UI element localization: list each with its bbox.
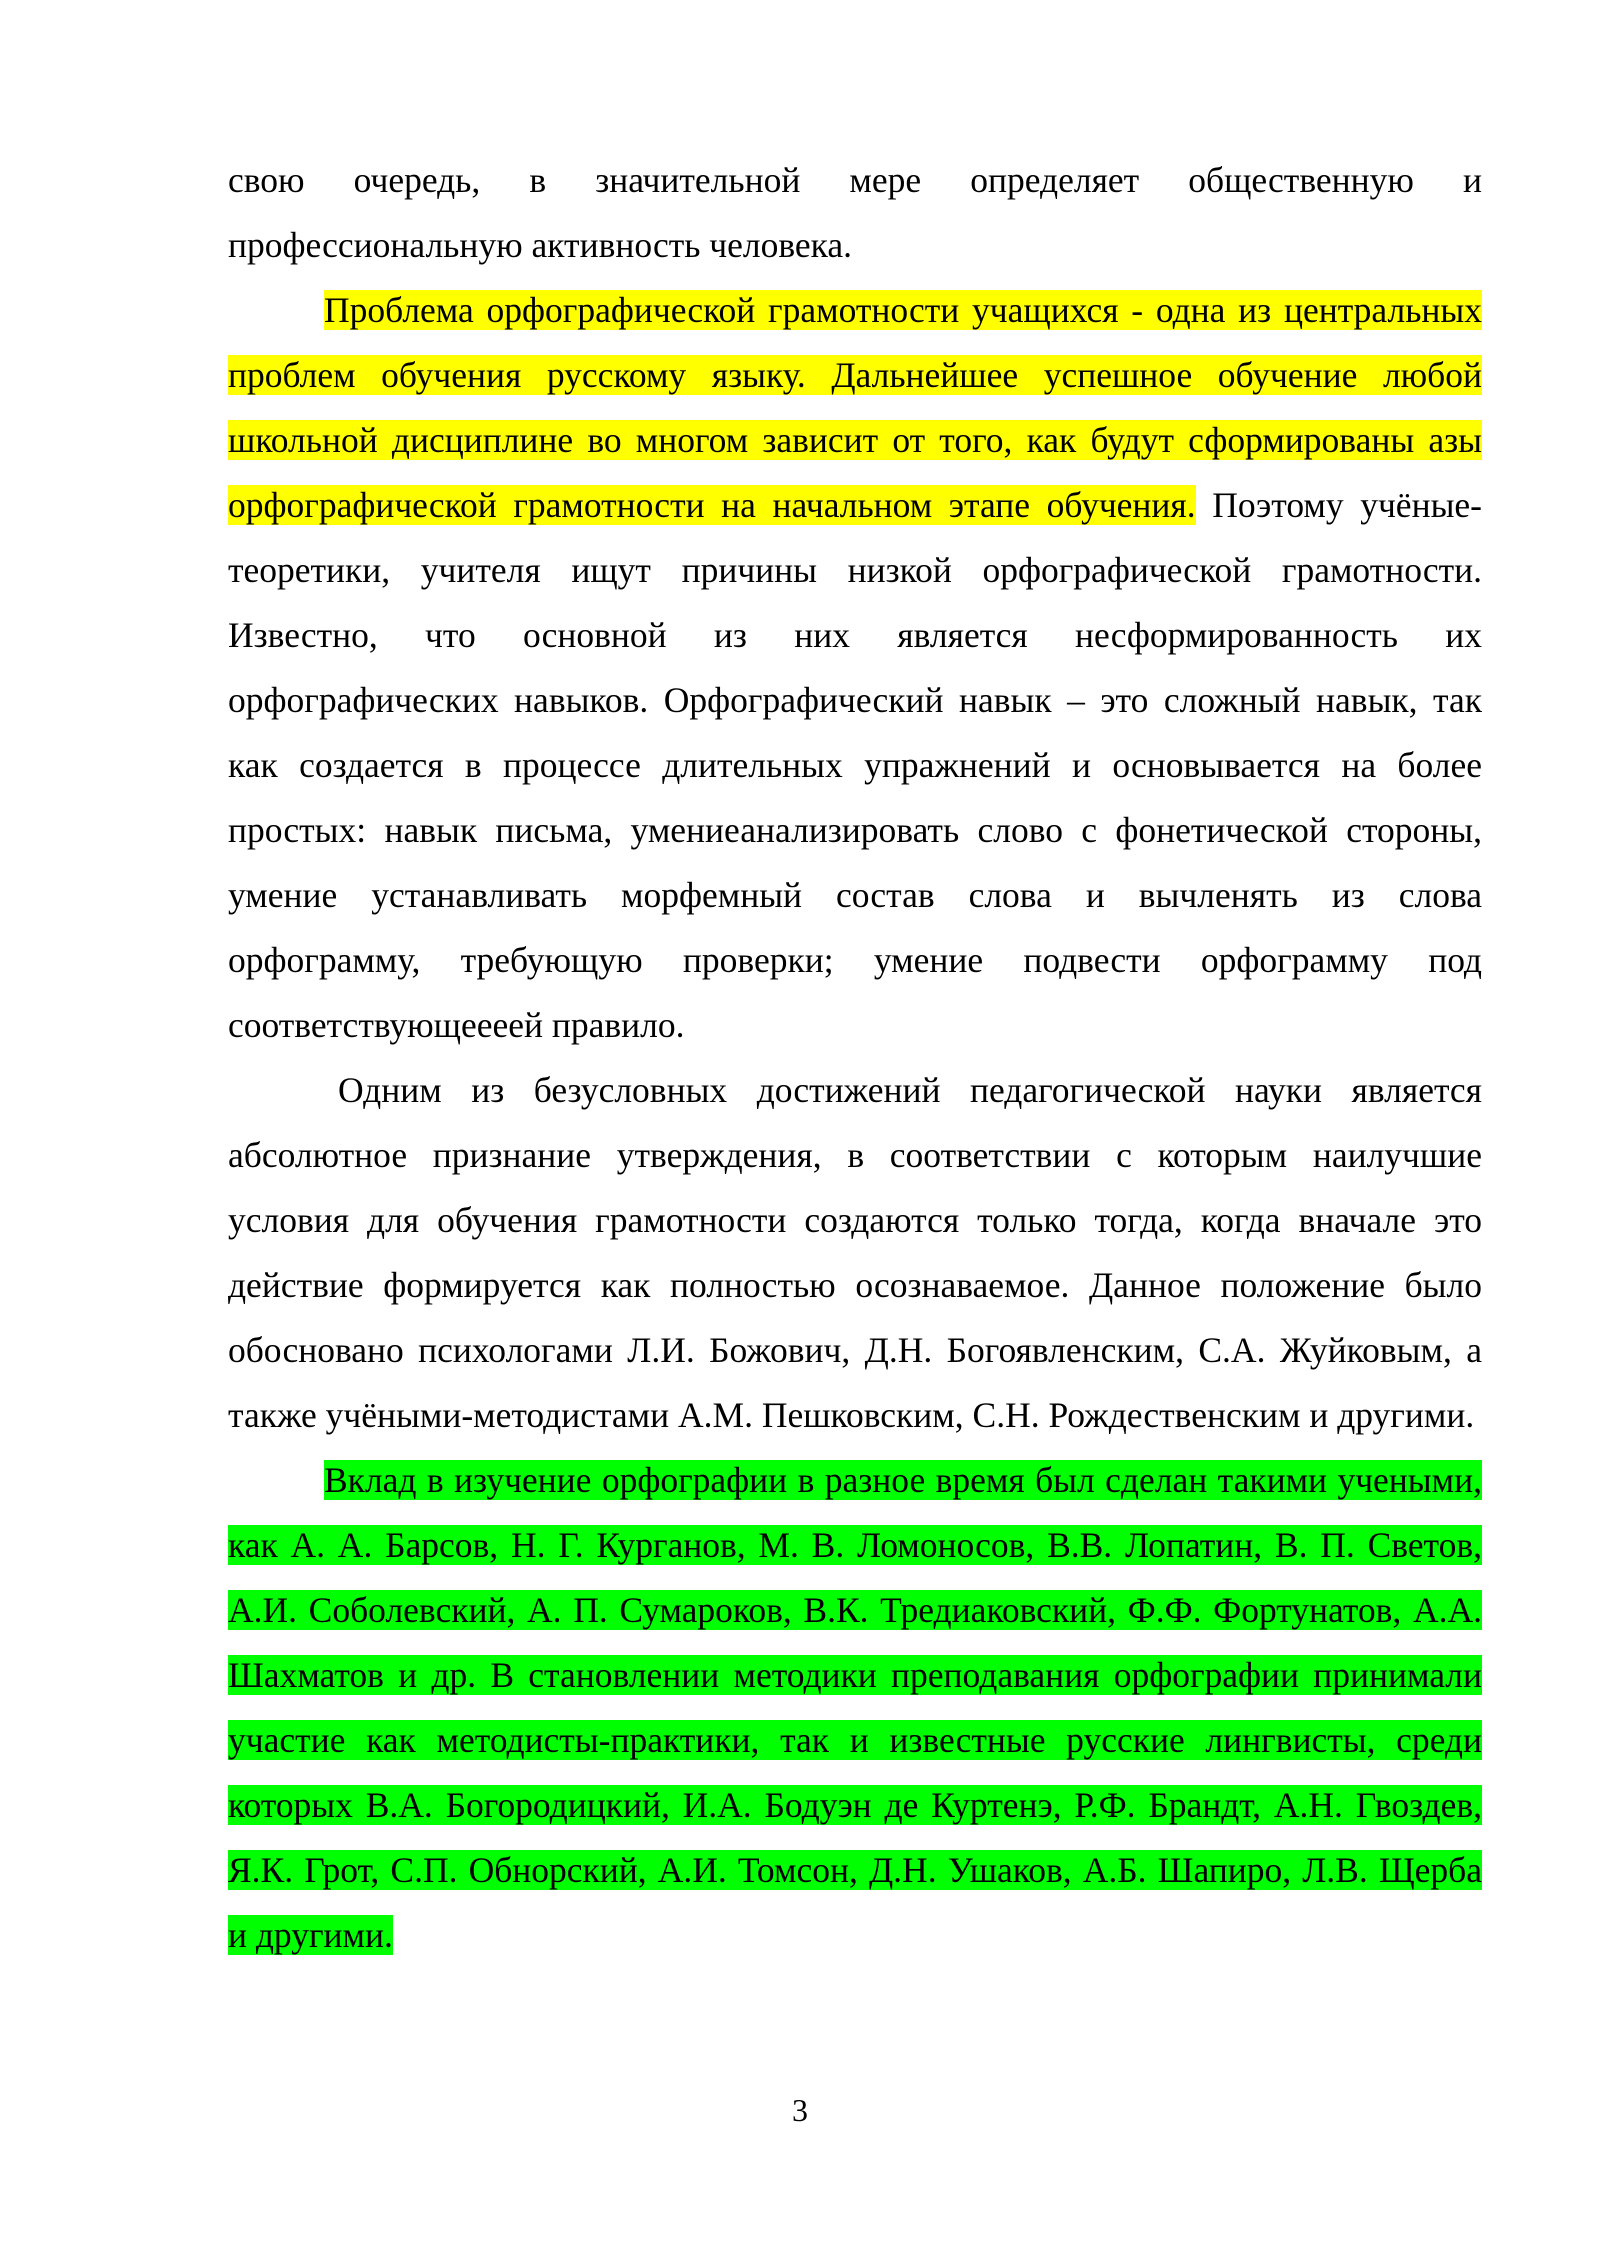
body-text — [228, 148, 1482, 1968]
paragraph-1-text: свою очередь, в значительной мере определяет общественную и профессиональную активность человека. — [228, 160, 1482, 265]
page-number: 3 — [792, 2092, 808, 2128]
paragraph-2-highlighted-text: Проблема орфографической грамотности учащихся - одна из центральных проблем обучения русскому языку. Дальнейшее успешное обучение любой школьной дисциплине во многом зависит от того, как будут сформированы азы орфографической грамотности на начальном этапе обучения. — [228, 290, 1482, 525]
paragraph-2-text: Поэтому учёные-теоретики, учителя ищут причины низкой орфографической грамотности. Известно, что основной из них является несформированность их орфографических навыков. Орфографический навык – это сложный навык, так как создается в процессе длительных упражнений и основывается на более простых: навык письма, умениеанализировать слово с фонетической стороны, умение устанавливать морфемный состав слова и вычленять из слова орфограмму, требующую проверки; умение подвести орфограмму под соответствующеееей правило. — [228, 485, 1482, 1045]
paragraph-2 — [228, 278, 1482, 1058]
paragraph-4 — [228, 1448, 1482, 1968]
paragraph-1 — [228, 148, 1482, 278]
paragraph-3-text: Одним из безусловных достижений педагогической науки является абсолютное признание утверждения, в соответствии с которым наилучшие условия для обучения грамотности создаются только тогда, когда вначале это действие формируется как полностью осознаваемое. Данное положение было обосновано психологами Л.И. Божович, Д.Н. Богоявленским, С.А. Жуйковым, а также учёными-методистами А.М. Пешковским, С.Н. Рождественским и другими. — [228, 1070, 1482, 1435]
paragraph-4-highlighted-text: Вклад в изучение орфографии в разное время был сделан такими учеными, как А. А. Барсов, Н. Г. Курганов, М. В. Ломоносов, В.В. Лопатин, В. П. Светов, А.И. Соболевский, А. П. Сумароков, В.К. Тредиаковский, Ф.Ф. Фортунатов, А.А. Шахматов и др. В становлении методики преподавания орфографии принимали участие как методисты-практики, так и известные русские лингвисты, среди которых В.А. Богородицкий, И.А. Бодуэн де Куртенэ, Р.Ф. Брандт, А.Н. Гвоздев, Я.К. Грот, С.П. Обнорский, А.И. Томсон, Д.Н. Ушаков, А.Б. Шапиро, Л.В. Щерба и другими. — [228, 1460, 1482, 1955]
paragraph-3 — [228, 1058, 1482, 1448]
